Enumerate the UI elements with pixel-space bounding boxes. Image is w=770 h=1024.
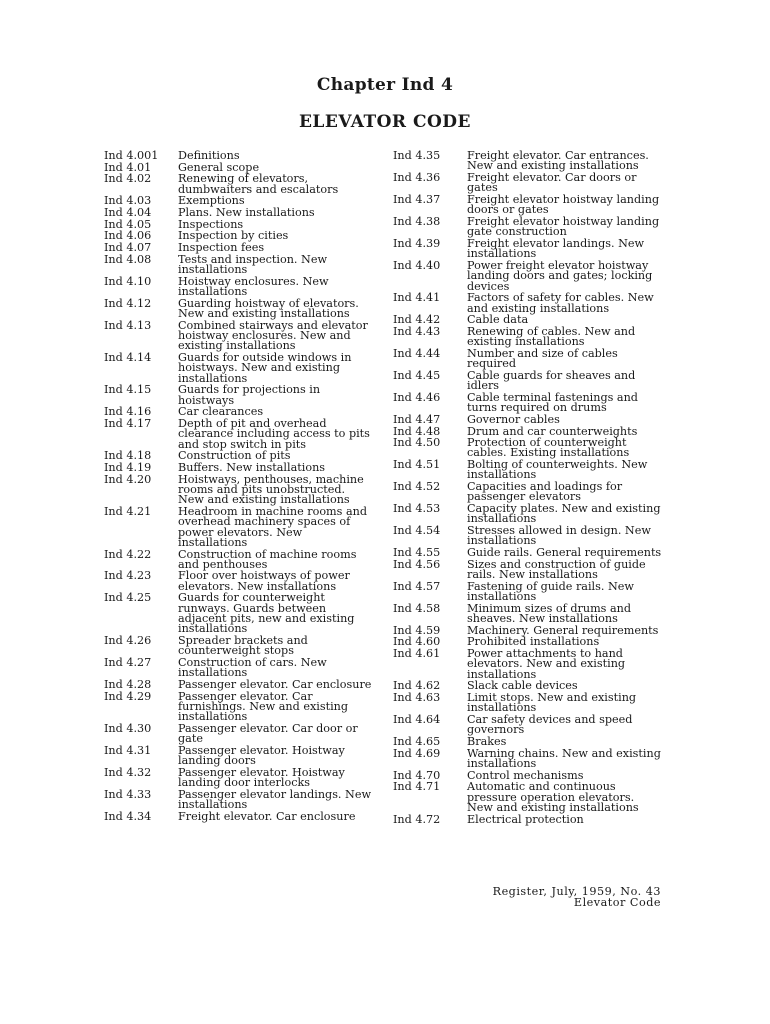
section-title: Combined stairways and elevator hoistway enclosures. New and existing installations bbox=[178, 318, 368, 353]
section-number: Ind 4.64 bbox=[393, 713, 441, 727]
section-title: Renewing of elevators, dumbwaiters and escalators bbox=[178, 172, 339, 196]
contents-entry bbox=[393, 151, 663, 172]
contents-entry bbox=[104, 296, 372, 321]
section-title: Headroom in machine rooms and overhead machinery spaces of power elevators. New installations bbox=[178, 504, 368, 549]
section-number: Ind 4.58 bbox=[393, 601, 441, 615]
contents-entry bbox=[104, 787, 372, 812]
contents-entry bbox=[393, 346, 663, 371]
contents-entry bbox=[393, 579, 663, 604]
section-title: Renewing of cables. New and existing installations bbox=[467, 324, 636, 349]
contents-entry bbox=[393, 412, 663, 426]
section-number: Ind 4.60 bbox=[393, 635, 441, 649]
contents-entry bbox=[393, 170, 663, 195]
section-number: Ind 4.62 bbox=[393, 679, 441, 693]
section-number: Ind 4.65 bbox=[393, 735, 441, 749]
page-title: ELEVATOR CODE bbox=[298, 112, 472, 132]
section-number: Ind 4.55 bbox=[393, 546, 441, 560]
section-number: Ind 4.51 bbox=[393, 458, 441, 472]
contents-entry bbox=[393, 504, 663, 525]
section-title: Limit stops. New and existing installations bbox=[467, 691, 637, 715]
contents-entry bbox=[393, 812, 663, 826]
section-title: Construction of cars. New installations bbox=[178, 656, 327, 680]
contents-entry bbox=[393, 526, 663, 547]
section-title: Prohibited installations bbox=[467, 635, 600, 649]
contents-entry bbox=[104, 243, 372, 253]
section-title: Electrical protection bbox=[467, 812, 584, 826]
section-title: Guards for outside windows in hoistways. New and existing installations bbox=[178, 351, 352, 385]
section-title: Sizes and construction of guide rails. New installations bbox=[467, 557, 646, 582]
section-title: Protection of counterweight cables. Existing installations bbox=[467, 436, 630, 460]
section-number: Ind 4.59 bbox=[393, 623, 441, 637]
section-title: Buffers. New installations bbox=[178, 460, 326, 474]
section-title: Factors of safety for cables. New and existing installations bbox=[467, 291, 654, 315]
section-title: Guards for projections in hoistways bbox=[178, 383, 321, 407]
section-title: Inspection by cities bbox=[178, 229, 289, 243]
section-number: Ind 4.02 bbox=[104, 172, 152, 186]
section-number: Ind 4.57 bbox=[393, 579, 441, 593]
section-number: Ind 4.70 bbox=[393, 768, 441, 782]
section-title: Number and size of cables required bbox=[467, 346, 618, 371]
section-title: Hoistway enclosures. New installations bbox=[178, 274, 329, 299]
contents-entry bbox=[104, 680, 372, 690]
section-title: Freight elevator hoistway landing doors or gates bbox=[467, 192, 660, 217]
section-number: Ind 4.15 bbox=[104, 383, 152, 397]
section-number: Ind 4.28 bbox=[104, 678, 152, 692]
contents-entry bbox=[104, 809, 372, 823]
contents-right-column bbox=[393, 151, 663, 826]
section-number: Ind 4.08 bbox=[104, 252, 152, 266]
contents-entry bbox=[393, 482, 663, 503]
section-title: Guarding hoistway of elevators. New and existing installations bbox=[178, 296, 359, 321]
section-title: Governor cables bbox=[467, 412, 560, 426]
section-number: Ind 4.44 bbox=[393, 346, 441, 360]
section-title: Exemptions bbox=[178, 194, 245, 208]
contents-entry bbox=[104, 765, 372, 790]
section-title: Drum and car counterweights bbox=[467, 424, 638, 438]
section-title: Passenger elevator landings. New installations bbox=[178, 787, 372, 812]
contents-entry bbox=[104, 174, 372, 195]
section-title: Passenger elevator. Hoistway landing doors bbox=[178, 743, 345, 768]
contents-entry bbox=[393, 192, 663, 217]
contents-entry bbox=[104, 151, 372, 161]
section-number: Ind 4.61 bbox=[393, 647, 441, 661]
section-title: Tests and inspection. New installations bbox=[178, 252, 328, 277]
section-number: Ind 4.72 bbox=[393, 812, 441, 826]
contents-entry bbox=[104, 593, 372, 634]
section-number: Ind 4.17 bbox=[104, 416, 152, 430]
section-title: Freight elevator. Car enclosure bbox=[178, 809, 356, 823]
section-number: Ind 4.38 bbox=[393, 214, 441, 228]
section-title: Machinery. General requirements bbox=[467, 623, 659, 637]
contents-entry bbox=[104, 571, 372, 592]
section-title: Inspections bbox=[178, 217, 244, 231]
section-title: Capacities and loadings for passenger elevators bbox=[467, 480, 623, 504]
section-title: Passenger elevator. Hoistway landing door interlocks bbox=[178, 765, 345, 790]
section-title: Passenger elevator. Car enclosure bbox=[178, 678, 372, 692]
section-number: Ind 4.39 bbox=[393, 236, 441, 250]
contents-entry bbox=[393, 601, 663, 626]
contents-entry bbox=[393, 438, 663, 459]
contents-entry bbox=[104, 636, 372, 657]
section-title: Power attachments to hand elevators. New and existing installations bbox=[467, 647, 626, 681]
contents-entry bbox=[104, 318, 372, 353]
section-number: Ind 4.01 bbox=[104, 160, 152, 174]
section-number: Ind 4.32 bbox=[104, 765, 152, 779]
section-number: Ind 4.20 bbox=[104, 472, 152, 486]
section-number: Ind 4.14 bbox=[104, 351, 152, 365]
section-number: Ind 4.43 bbox=[393, 324, 441, 338]
section-number: Ind 4.52 bbox=[393, 480, 441, 494]
section-title: Freight elevator hoistway landing gate construction bbox=[467, 214, 660, 239]
contents-entry bbox=[393, 368, 663, 393]
section-title: Brakes bbox=[467, 735, 507, 749]
contents-entry bbox=[393, 557, 663, 582]
section-title: Power freight elevator hoistway landing doors and gates; locking devices bbox=[467, 258, 653, 293]
section-number: Ind 4.42 bbox=[393, 313, 441, 327]
section-number: Ind 4.30 bbox=[104, 721, 152, 735]
contents-entry bbox=[393, 390, 663, 415]
section-title: Construction of machine rooms and penthouses bbox=[178, 547, 357, 571]
section-title: Passenger elevator. Car door or gate bbox=[178, 721, 358, 746]
contents-entry bbox=[104, 385, 372, 406]
contents-entry bbox=[393, 214, 663, 239]
section-title: Guide rails. General requirements bbox=[467, 546, 662, 560]
section-number: Ind 4.56 bbox=[393, 557, 441, 571]
contents-entry bbox=[393, 236, 663, 261]
contents-entry bbox=[104, 504, 372, 549]
contents-entry bbox=[393, 324, 663, 349]
contents-entry bbox=[393, 258, 663, 293]
section-number: Ind 4.37 bbox=[393, 192, 441, 206]
section-number: Ind 4.04 bbox=[104, 206, 152, 220]
section-number: Ind 4.21 bbox=[104, 504, 152, 518]
section-number: Ind 4.46 bbox=[393, 390, 441, 404]
contents-entry bbox=[393, 737, 663, 747]
section-number: Ind 4.13 bbox=[104, 318, 152, 332]
section-title: Automatic and continuous pressure operation elevators. New and existing installations bbox=[467, 780, 639, 815]
section-number: Ind 4.10 bbox=[104, 274, 152, 288]
section-number: Ind 4.001 bbox=[104, 149, 159, 162]
section-number: Ind 4.31 bbox=[104, 743, 152, 757]
section-title: Hoistways, penthouses, machine rooms and pits unobstructed. New and existing installations bbox=[178, 472, 364, 507]
section-title: Car clearances bbox=[178, 405, 264, 419]
section-number: Ind 4.27 bbox=[104, 656, 152, 670]
section-number: Ind 4.71 bbox=[393, 780, 441, 794]
contents-entry bbox=[393, 649, 663, 680]
section-number: Ind 4.63 bbox=[393, 691, 441, 705]
section-title: Construction of pits bbox=[178, 449, 291, 463]
contents-entry bbox=[104, 460, 372, 474]
contents-entry bbox=[104, 689, 372, 724]
section-number: Ind 4.48 bbox=[393, 424, 441, 438]
section-title: Floor over hoistways of power elevators. New installations bbox=[178, 569, 350, 593]
section-title: Inspection fees bbox=[178, 241, 265, 255]
contents-entry bbox=[393, 548, 663, 558]
section-number: Ind 4.35 bbox=[393, 149, 441, 162]
section-title: Cable terminal fastenings and turns required on drums bbox=[467, 390, 638, 415]
section-title: Slack cable devices bbox=[467, 679, 578, 693]
contents-entry bbox=[104, 472, 372, 507]
section-number: Ind 4.03 bbox=[104, 194, 152, 208]
section-title: Definitions bbox=[178, 149, 240, 162]
section-title: Capacity plates. New and existing installations bbox=[467, 502, 661, 526]
section-number: Ind 4.12 bbox=[104, 296, 152, 310]
section-title: Stresses allowed in design. New installations bbox=[467, 524, 651, 548]
contents-entry bbox=[393, 693, 663, 714]
contents-entry bbox=[393, 460, 663, 481]
section-title: Passenger elevator. Car furnishings. New and existing installations bbox=[178, 689, 349, 724]
section-title: Freight elevator. Car doors or gates bbox=[467, 170, 637, 195]
section-title: Cable guards for sheaves and idlers bbox=[467, 368, 636, 393]
contents-entry bbox=[393, 782, 663, 813]
contents-left-column bbox=[104, 151, 372, 824]
section-number: Ind 4.16 bbox=[104, 405, 152, 419]
contents-entry bbox=[104, 274, 372, 299]
section-number: Ind 4.41 bbox=[393, 291, 441, 305]
section-title: Bolting of counterweights. New installations bbox=[467, 458, 648, 482]
contents-entry bbox=[104, 658, 372, 679]
code-name: Elevator Code bbox=[573, 896, 661, 909]
section-number: Ind 4.29 bbox=[104, 689, 152, 703]
section-title: Depth of pit and overhead clearance including access to pits and stop switch in pits bbox=[178, 416, 370, 451]
chapter-heading: Chapter Ind 4 bbox=[316, 75, 454, 95]
contents-entry bbox=[104, 416, 372, 451]
section-number: Ind 4.34 bbox=[104, 809, 152, 823]
section-number: Ind 4.18 bbox=[104, 449, 152, 463]
section-title: Spreader brackets and counterweight stops bbox=[178, 634, 308, 658]
section-number: Ind 4.69 bbox=[393, 746, 441, 760]
contents-entry bbox=[104, 208, 372, 218]
section-number: Ind 4.23 bbox=[104, 569, 152, 583]
section-title: Freight elevator. Car entrances. New and existing installations bbox=[467, 149, 649, 173]
section-title: Warning chains. New and existing installations bbox=[467, 746, 661, 771]
section-title: Cable data bbox=[467, 313, 529, 327]
section-title: General scope bbox=[178, 160, 260, 174]
contents-entry bbox=[104, 547, 372, 571]
contents-entry bbox=[393, 293, 663, 314]
section-number: Ind 4.07 bbox=[104, 241, 152, 255]
section-number: Ind 4.06 bbox=[104, 229, 152, 243]
contents-entry bbox=[393, 715, 663, 736]
section-number: Ind 4.05 bbox=[104, 217, 152, 231]
section-title: Car safety devices and speed governors bbox=[467, 713, 633, 737]
section-number: Ind 4.26 bbox=[104, 634, 152, 648]
section-title: Fastening of guide rails. New installations bbox=[467, 579, 634, 604]
section-number: Ind 4.25 bbox=[104, 591, 152, 605]
section-number: Ind 4.19 bbox=[104, 460, 152, 474]
register-note: Register, July, 1959, No. 43 bbox=[492, 885, 661, 898]
section-title: Plans. New installations bbox=[178, 206, 315, 220]
section-title: Minimum sizes of drums and sheaves. New installations bbox=[467, 601, 632, 626]
contents-entry bbox=[104, 743, 372, 768]
section-title: Guards for counterweight runways. Guards between adjacent pits, new and existing installations bbox=[178, 591, 355, 636]
section-number: Ind 4.33 bbox=[104, 787, 152, 801]
section-number: Ind 4.54 bbox=[393, 524, 441, 538]
contents-entry bbox=[393, 746, 663, 771]
section-number: Ind 4.47 bbox=[393, 412, 441, 426]
contents-entry bbox=[104, 721, 372, 746]
section-title: Freight elevator landings. New installations bbox=[467, 236, 645, 261]
section-number: Ind 4.22 bbox=[104, 547, 152, 561]
section-number: Ind 4.45 bbox=[393, 368, 441, 382]
section-number: Ind 4.36 bbox=[393, 170, 441, 184]
section-title: Control mechanisms bbox=[467, 768, 584, 782]
contents-entry bbox=[104, 353, 372, 384]
section-number: Ind 4.40 bbox=[393, 258, 441, 272]
section-number: Ind 4.53 bbox=[393, 502, 441, 516]
contents-entry bbox=[104, 252, 372, 277]
section-number: Ind 4.50 bbox=[393, 436, 441, 450]
contents-entry bbox=[393, 315, 663, 325]
